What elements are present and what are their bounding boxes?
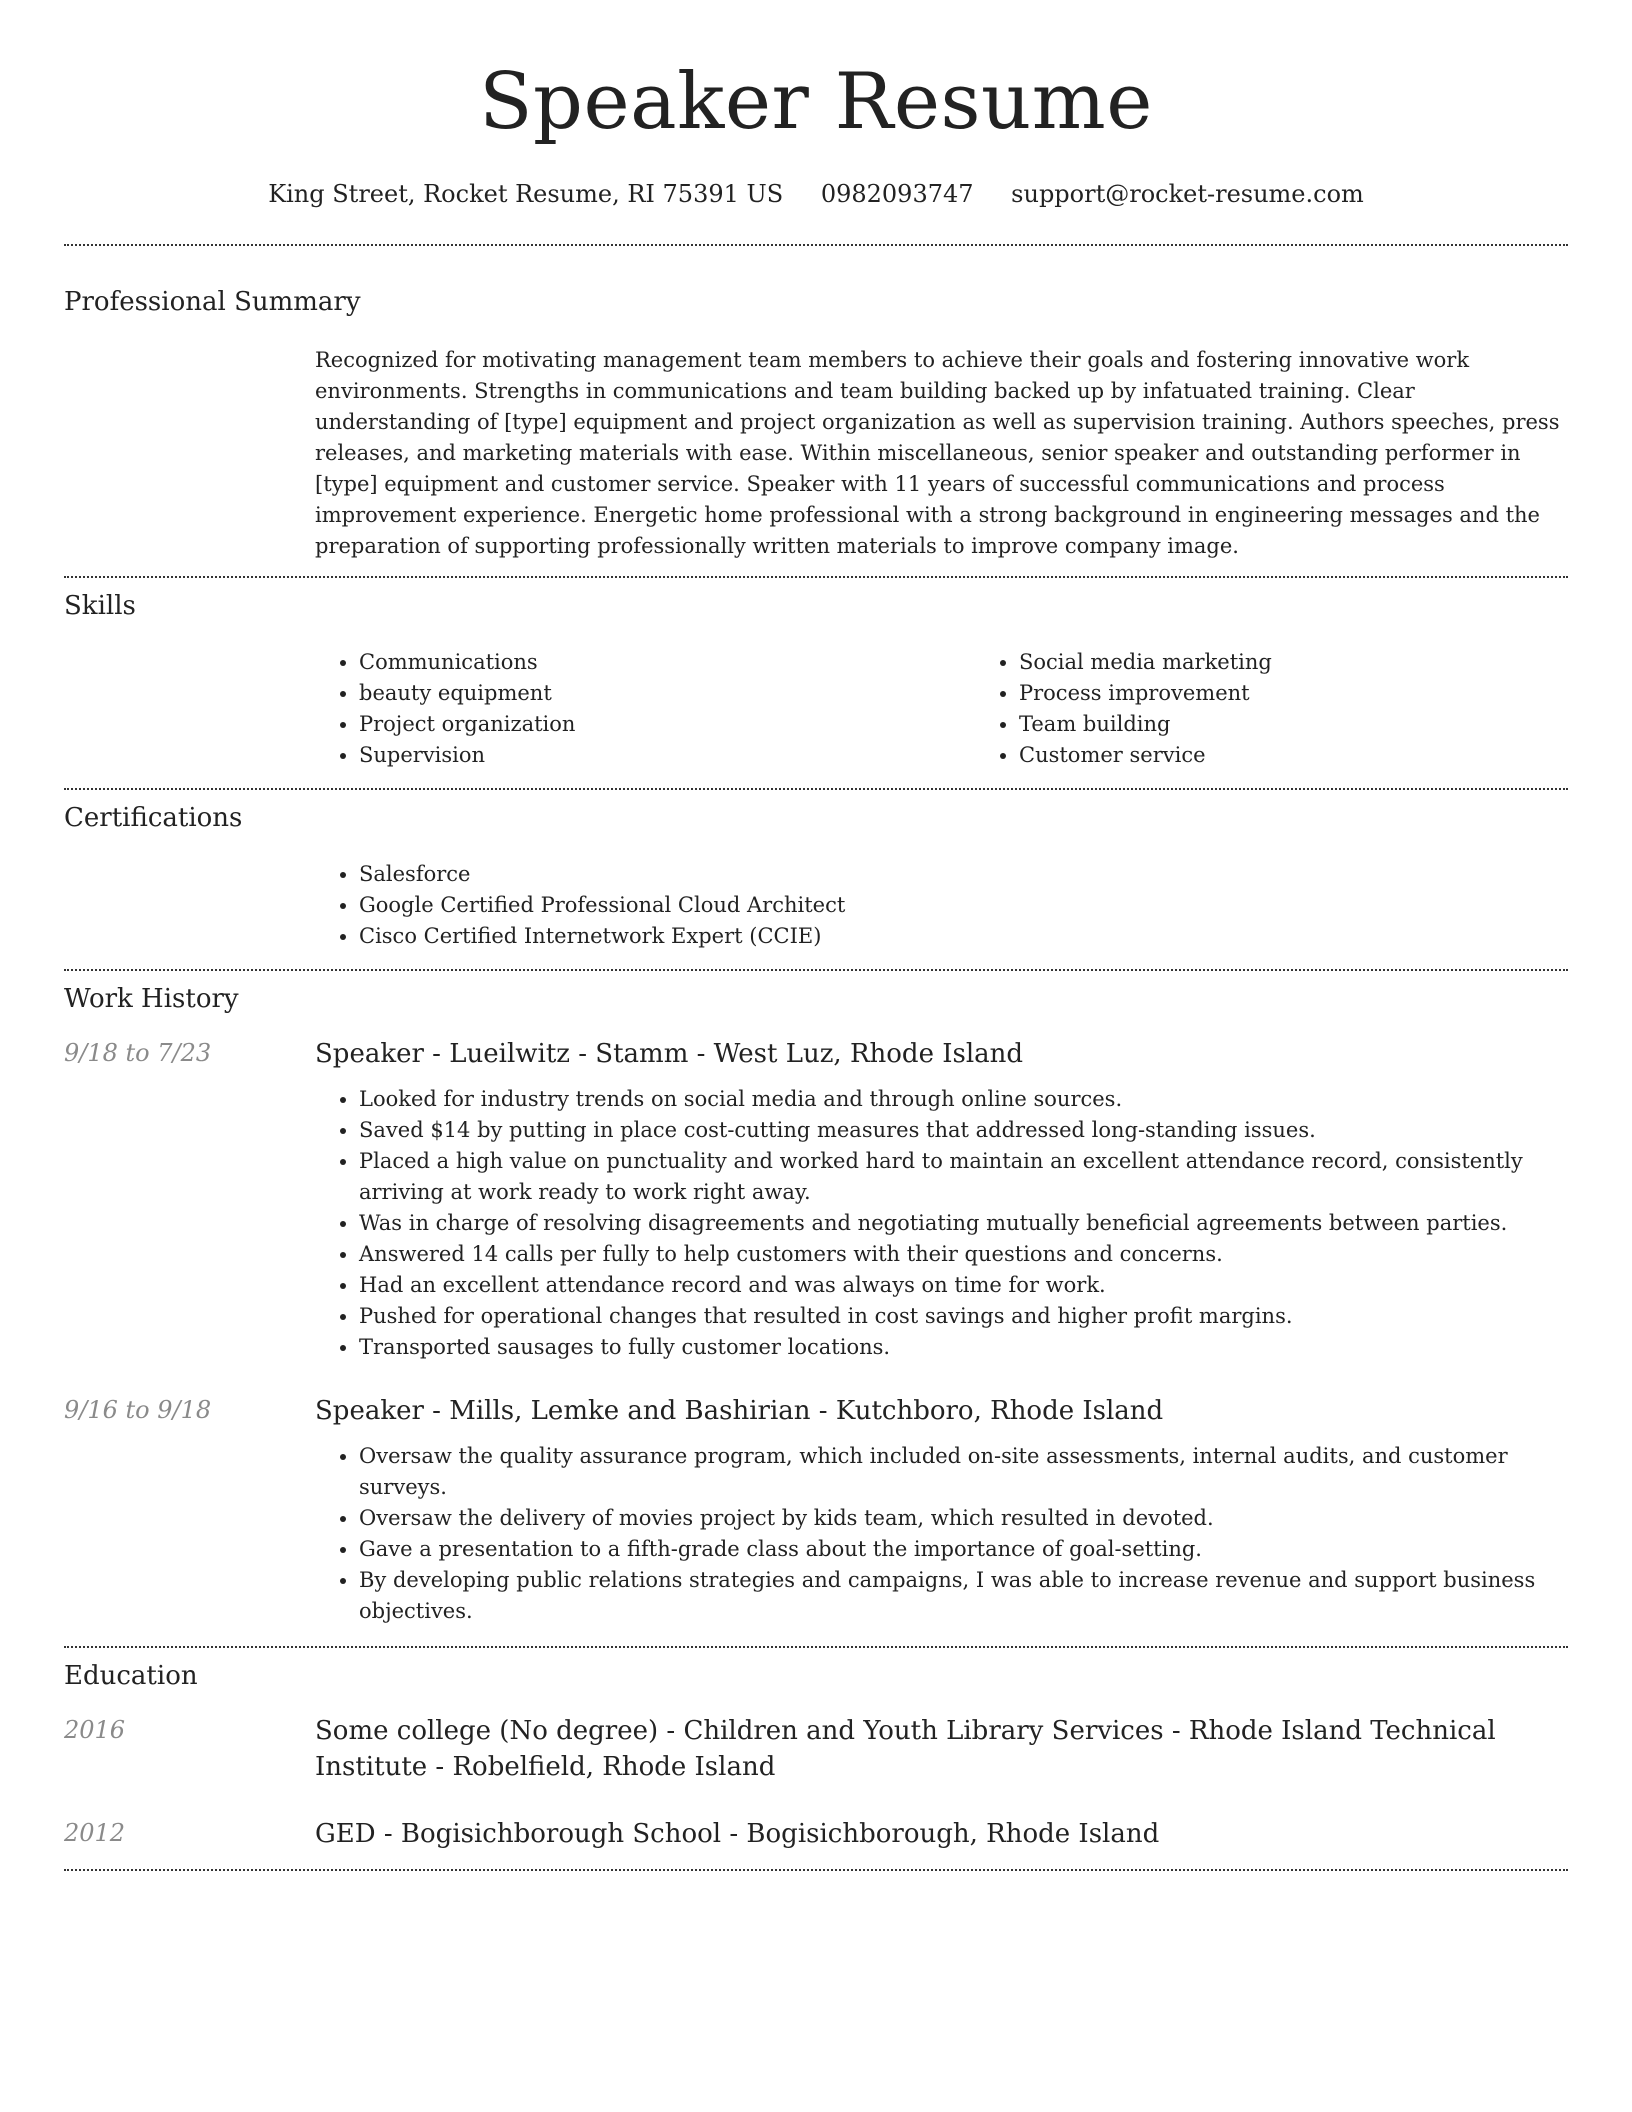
skill-item: • Team building: [1019, 709, 1632, 740]
job-bullet: • By developing public relations strategies and campaigns, I was able to increase revenue and support business objectives.: [359, 1565, 1568, 1627]
section-title-work-history: Work History: [64, 984, 239, 1014]
job-bullet: • Oversaw the quality assurance program, which included on-site assessments, internal audits, and customer surveys.: [359, 1441, 1568, 1503]
education-body: [315, 1816, 1568, 1852]
divider: [64, 969, 1568, 971]
contact-email: support@rocket-resume.com: [1011, 180, 1364, 208]
job-body: [315, 1036, 1568, 1363]
contact-phone: 0982093747: [820, 180, 974, 208]
job-title: Speaker - Mills, Lemke and Bashirian - Kutchboro, Rhode Island: [315, 1396, 1164, 1426]
certifications-body: [315, 859, 1568, 952]
certification-item: • Cisco Certified Internetwork Expert (CCIE): [359, 921, 1568, 952]
education-title: Some college (No degree) - Children and Youth Library Services - Rhode Island Technical Institute - Robelfield, Rhode Island: [315, 1716, 1496, 1782]
job-bullet: • Was in charge of resolving disagreements and negotiating mutually beneficial agreements between parties.: [359, 1208, 1568, 1239]
certification-item: • Salesforce: [359, 859, 1568, 890]
skill-item: • Communications: [359, 647, 975, 678]
job-bullet: • Pushed for operational changes that resulted in cost savings and higher profit margins.: [359, 1301, 1568, 1332]
job-bullet: • Looked for industry trends on social media and through online sources.: [359, 1084, 1568, 1115]
skills-lists: [315, 647, 1632, 771]
job-bullet: • Answered 14 calls per fully to help customers with their questions and concerns.: [359, 1239, 1568, 1270]
job-dates: 9/18 to 7/23: [64, 1039, 212, 1067]
divider: [64, 576, 1568, 578]
skills-section: [64, 623, 1568, 788]
summary-body: [315, 345, 1568, 562]
section-title-education: Education: [64, 1661, 198, 1691]
skills-list-right: [975, 647, 1632, 771]
job-bullet: • Had an excellent attendance record and was always on time for work.: [359, 1270, 1568, 1301]
education-entry: [64, 1693, 1568, 1785]
skill-item: • beauty equipment: [359, 678, 975, 709]
skills-list-left: [315, 647, 975, 771]
summary-text: Recognized for motivating management team members to achieve their goals and fostering innovative work environments. Strengths in communications and team building backed up by infatuated training. Clear understanding of [type] equipment and project organization as well as supervision training. Authors speeches, press releases, and marketing materials with ease. Within miscellaneous, senior speaker and outstanding performer in [type] equipment and customer service. Speaker with 11 years of successful communications and process improvement experience. Energetic home professional with a strong background in engineering messages and the preparation of supporting professionally written materials to improve company image.: [315, 348, 1560, 558]
skill-item: • Social media marketing: [1019, 647, 1632, 678]
job-bullets: [315, 1441, 1568, 1627]
skill-item: • Customer service: [1019, 740, 1632, 771]
contact-line: [64, 178, 1568, 210]
divider: [64, 1646, 1568, 1648]
divider: [64, 244, 1568, 246]
summary-section: [64, 319, 1568, 576]
job-dates: 9/16 to 9/18: [64, 1396, 212, 1424]
job-body: [315, 1393, 1568, 1627]
skill-item: • Supervision: [359, 740, 975, 771]
job-entry: [64, 1016, 1568, 1363]
section-title-skills: Skills: [64, 591, 136, 621]
certification-item: • Google Certified Professional Cloud Architect: [359, 890, 1568, 921]
education-year: 2016: [64, 1716, 126, 1744]
contact-address: King Street, Rocket Resume, RI 75391 US: [268, 180, 784, 208]
divider: [64, 1869, 1568, 1871]
resume-title: Speaker Resume: [479, 57, 1153, 147]
job-bullet: • Transported sausages to fully customer locations.: [359, 1332, 1568, 1363]
job-bullet: • Placed a high value on punctuality and worked hard to maintain an excellent attendance record, consistently arriving at work ready to work right away.: [359, 1146, 1568, 1208]
skill-item: • Process improvement: [1019, 678, 1632, 709]
certifications-section: [64, 835, 1568, 969]
job-bullet: • Saved $14 by putting in place cost-cutting measures that addressed long-standing issues.: [359, 1115, 1568, 1146]
section-title-certifications: Certifications: [64, 803, 243, 833]
job-bullet: • Gave a presentation to a fifth-grade class about the importance of goal-setting.: [359, 1534, 1568, 1565]
divider: [64, 788, 1568, 790]
job-entry: [64, 1363, 1568, 1646]
education-title: GED - Bogisichborough School - Bogisichborough, Rhode Island: [315, 1819, 1160, 1849]
section-title-summary: Professional Summary: [64, 287, 361, 317]
job-bullets: [315, 1084, 1568, 1363]
job-bullet: • Oversaw the delivery of movies project by kids team, which resulted in devoted.: [359, 1503, 1568, 1534]
skill-item: • Project organization: [359, 709, 975, 740]
education-body: [315, 1713, 1568, 1785]
education-year: 2012: [64, 1819, 126, 1847]
certifications-list: [315, 859, 1568, 952]
education-entry: [64, 1785, 1568, 1869]
job-title: Speaker - Lueilwitz - Stamm - West Luz, Rhode Island: [315, 1039, 1024, 1069]
